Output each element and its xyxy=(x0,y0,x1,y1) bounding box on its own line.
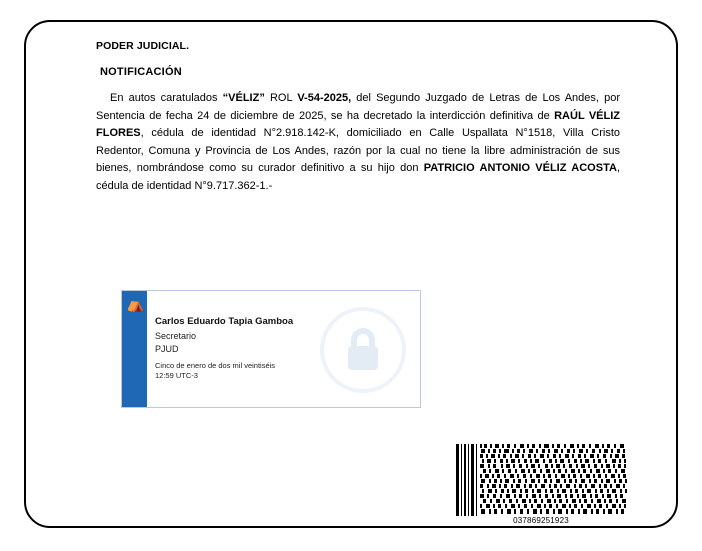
barcode-block xyxy=(454,444,628,525)
signature-date: Cinco de enero de dos mil veintiséis xyxy=(155,361,276,370)
signer-role: Secretario xyxy=(155,331,197,341)
document-frame xyxy=(24,20,678,528)
page-title: PODER JUDICIAL. xyxy=(96,40,190,52)
signer-name: Carlos Eduardo Tapia Gamboa xyxy=(155,316,294,327)
lock-icon-glyph xyxy=(320,307,406,393)
signature-accent-bar xyxy=(122,291,147,407)
signer-organization: PJUD xyxy=(155,344,179,354)
document-content xyxy=(96,40,620,195)
document-subtitle: NOTIFICACIÓN xyxy=(100,66,182,78)
electronic-signature-stamp xyxy=(121,290,421,408)
institution-icon: ⛺ xyxy=(126,296,145,313)
notification-body: En autos caratulados “VÉLIZ” ROL V-54-2025, del Segundo Juzgado de Letras de Los Andes, por Sentencia de fecha 24 de diciembre de 2025, se ha decretado la interdicción definitiva de RAÚL VÉLIZ FLORES, cédula de identidad N°2.918.142-K, domiciliado en Calle Uspallata N°1518, Villa Cristo Redentor, Comuna y Provincia de Los Andes, razón por la cual no tiene la libre administración de sus bienes, nombrándose como su curador definitivo a su hijo don PATRICIO ANTONIO VÉLIZ ACOSTA, cédula de identidad N°9.717.362-1.- xyxy=(96,92,620,192)
2d-datamatrix-barcode xyxy=(454,444,628,516)
lock-icon xyxy=(320,307,406,393)
barcode-number: 037869251923 xyxy=(513,516,569,525)
signature-time: 12:59 UTC-3 xyxy=(155,371,198,380)
